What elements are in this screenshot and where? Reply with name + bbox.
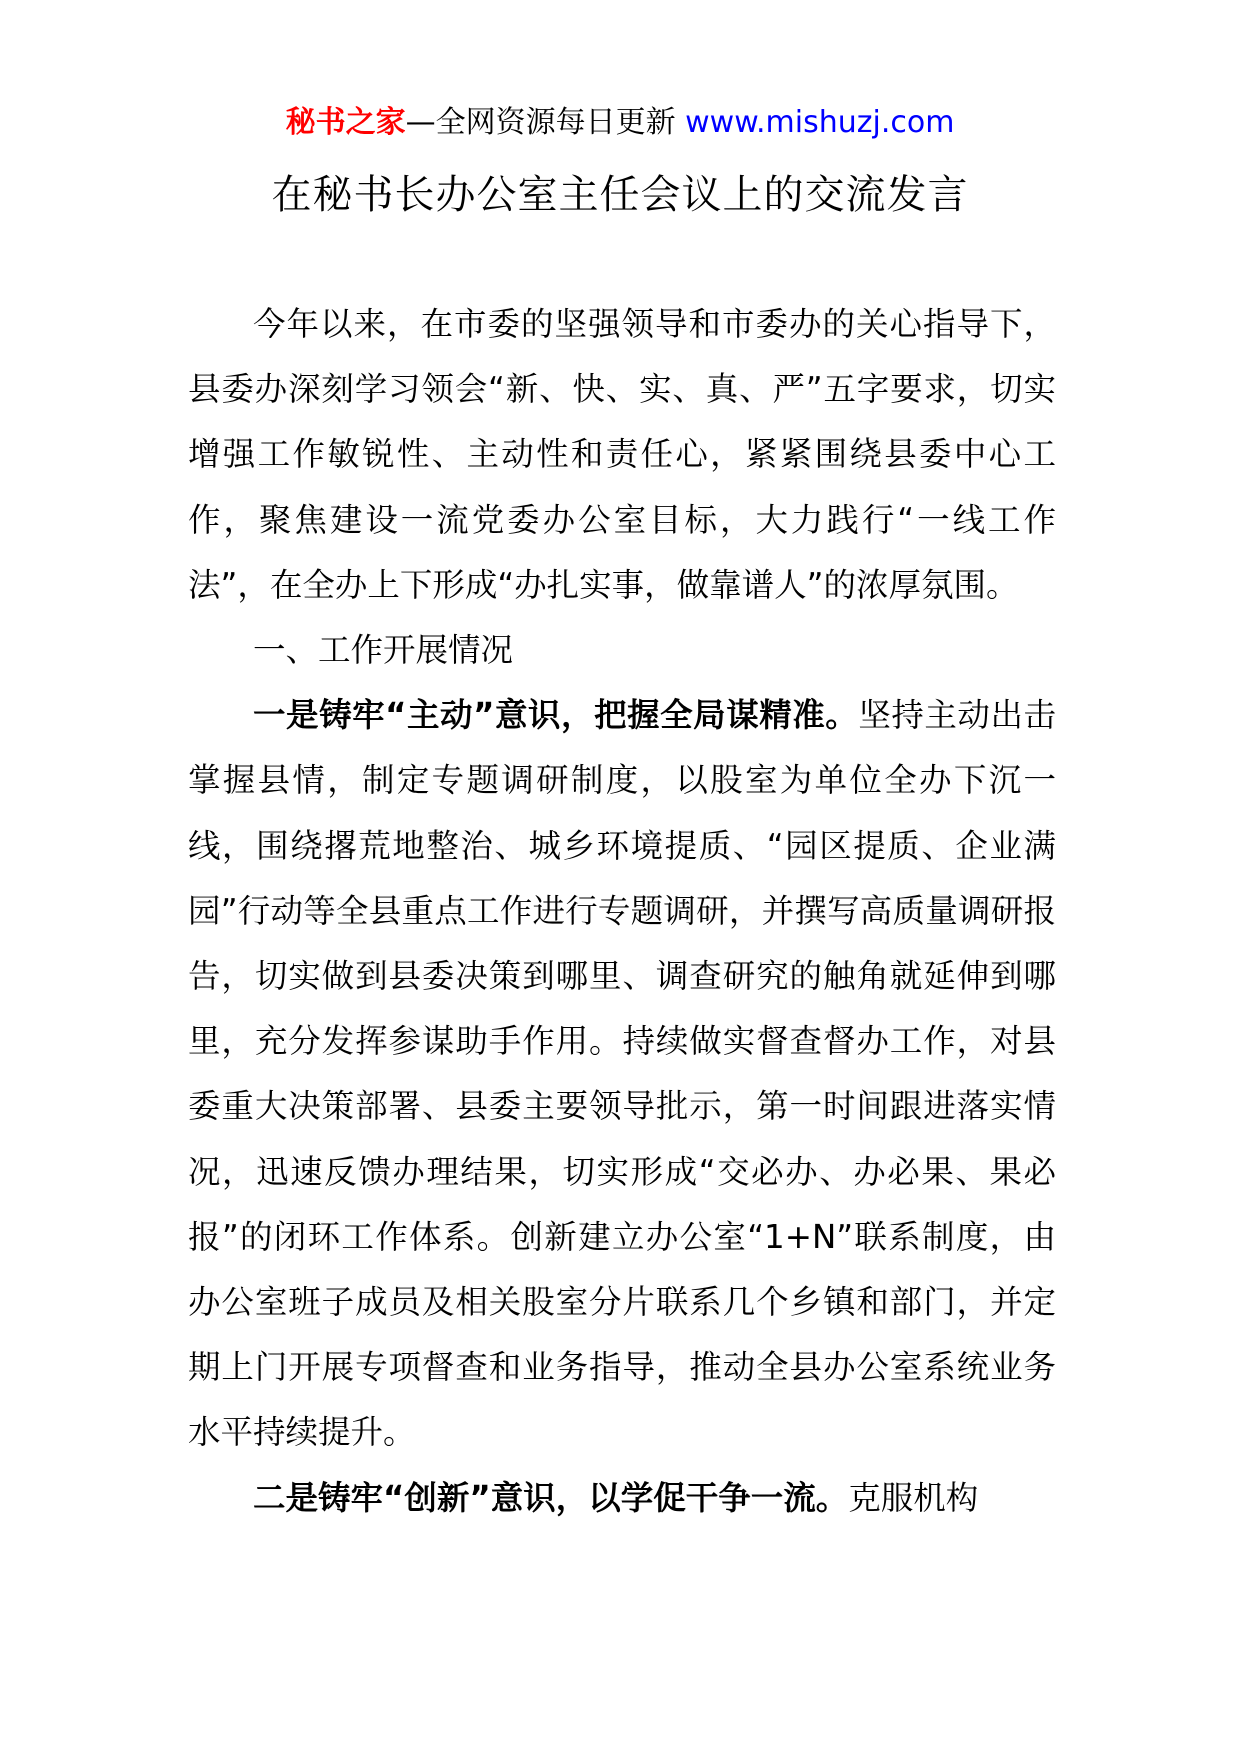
site-header bbox=[0, 98, 1240, 148]
section-heading: 一、工作开展情况 bbox=[253, 631, 514, 670]
point-1-text: 坚持主动出击掌握县情，制定专题调研制度，以股室为单位全办下沉一线，围绕撂荒地整治、城乡环境提质、“园区提质、企业满园”行动等全县重点工作进行专题调研，并撰写高质量调研报告，切实做到县委决策到哪里、调查研究的触角就延伸到哪里，充分发挥参谋助手作用。持续做实督查督办工作，对县委重大决策部署、县委主要领导批示，第一时间跟进落实情况，迅速反馈办理结果，切实形成“交必办、办必果、果必报”的闭环工作体系。创新建立办公室“1+N”联系制度，由办公室班子成员及相关股室分片联系几个乡镇和部门，并定期上门开展专项督查和业务指导，推动全县办公室系统业务水平持续提升。 bbox=[188, 696, 1056, 1452]
point-2-paragraph bbox=[188, 1466, 1056, 1531]
point-1-paragraph bbox=[188, 683, 1056, 1465]
point-1-lead: 一是铸牢“主动”意识，把握全局谋精准。 bbox=[253, 696, 859, 735]
point-2-lead: 二是铸牢“创新”意识，以学促干争一流。 bbox=[253, 1478, 849, 1517]
document-body bbox=[188, 292, 1056, 1531]
document-title: 在秘书长办公室主任会议上的交流发言 bbox=[271, 172, 969, 218]
intro-paragraph: 今年以来，在市委的坚强领导和市委办的关心指导下，县委办深刻学习领会“新、快、实、真、严”五字要求，切实增强工作敏锐性、主动性和责任心，紧紧围绕县委中心工作，聚焦建设一流党委办公室目标，大力践行“一线工作法”，在全办上下形成“办扎实事，做靠谱人”的浓厚氛围。 bbox=[188, 305, 1056, 604]
point-2-text: 克服机构 bbox=[848, 1478, 979, 1517]
site-brand: 秘书之家 bbox=[285, 105, 406, 140]
site-tagline: —全网资源每日更新 bbox=[405, 105, 686, 140]
site-url-link[interactable]: www.mishuzj.com bbox=[685, 105, 955, 140]
